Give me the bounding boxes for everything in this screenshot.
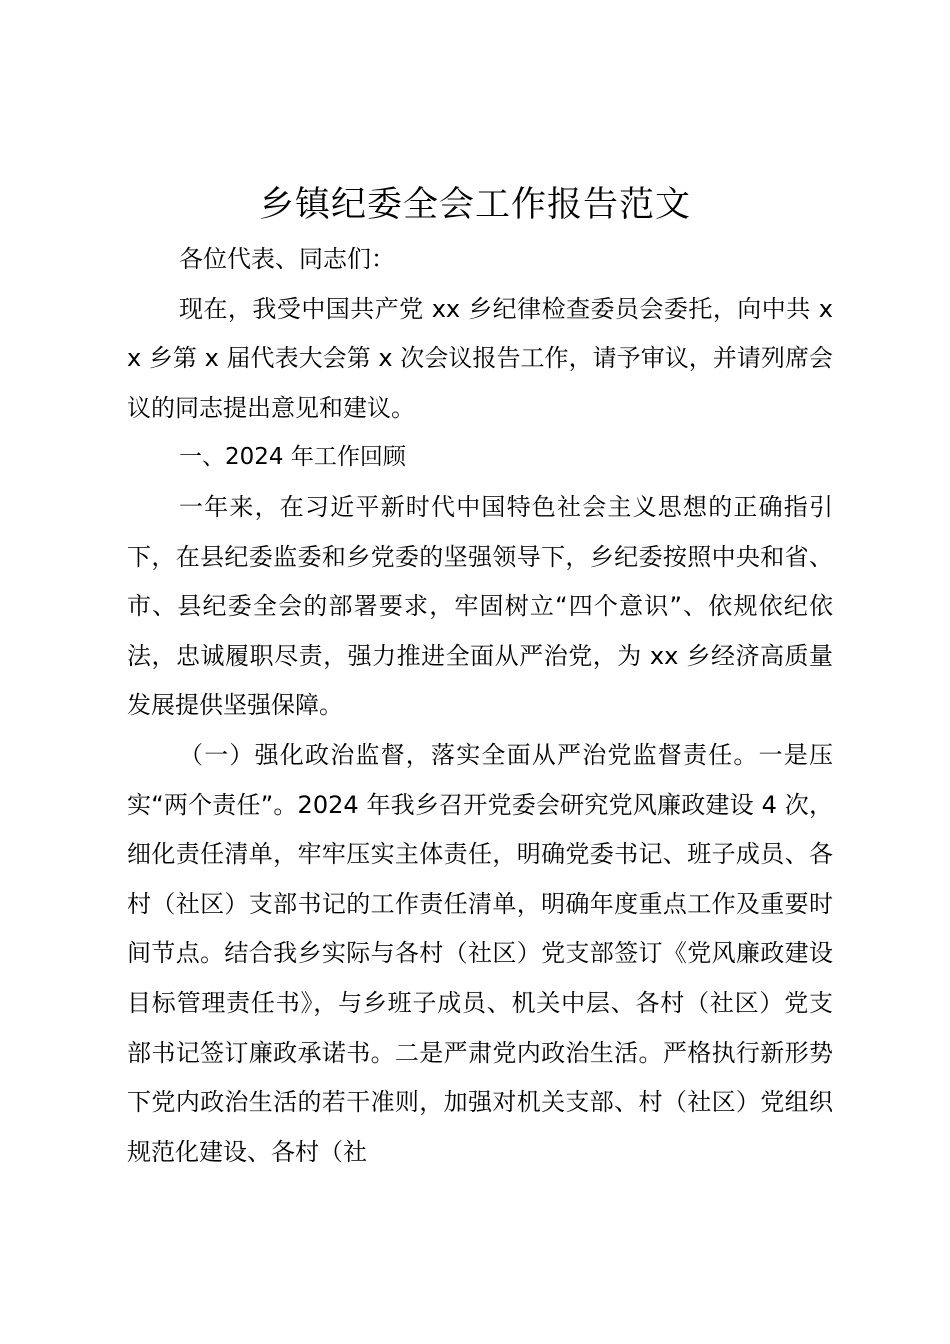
intro-paragraph: 现在，我受中国共产党 xx 乡纪律检查委员会委托，向中共 xx 乡第 x 届代表大会第 x 次会议报告工作，请予审议，并请列席会议的同志提出意见和建议。: [127, 294, 833, 422]
document-body: [127, 235, 833, 1177]
subsection-paragraph: （一）强化政治监督，落实全面从严治党监督责任。一是压实“两个责任”。2024 年我乡召开党委会研究党风廉政建设 4 次，细化责任清单，牢牢压实主体责任，明确党委书记、班子成员、各村（社区）支部书记的工作责任清单，明确年度重点工作及重要时间节点。结合我乡实际与各村（社区）党支部签订《党风廉政建设目标管理责任书》，与乡班子成员、机关中层、各村（社区）党支部书记签订廉政承诺书。二是严肃党内政治生活。严格执行新形势下党内政治生活的若干准则，加强对机关支部、村（社区）党组织规范化建设、各村（社: [127, 740, 833, 1166]
document-title: 乡镇纪委全会工作报告范文: [258, 185, 691, 225]
section-paragraph: 一年来，在习近平新时代中国特色社会主义思想的正确指引下，在县纪委监委和乡党委的坚强领导下，乡纪委按照中央和省、市、县纪委全会的部署要求，牢固树立“四个意识”、依规依纪依法，忠诚履职尽责，强力推进全面从严治党，为 xx 乡经济高质量发展提供坚强保障。: [127, 492, 833, 720]
section-heading: 一、2024 年工作回顾: [179, 444, 406, 471]
salutation: 各位代表、同志们：: [179, 245, 395, 273]
